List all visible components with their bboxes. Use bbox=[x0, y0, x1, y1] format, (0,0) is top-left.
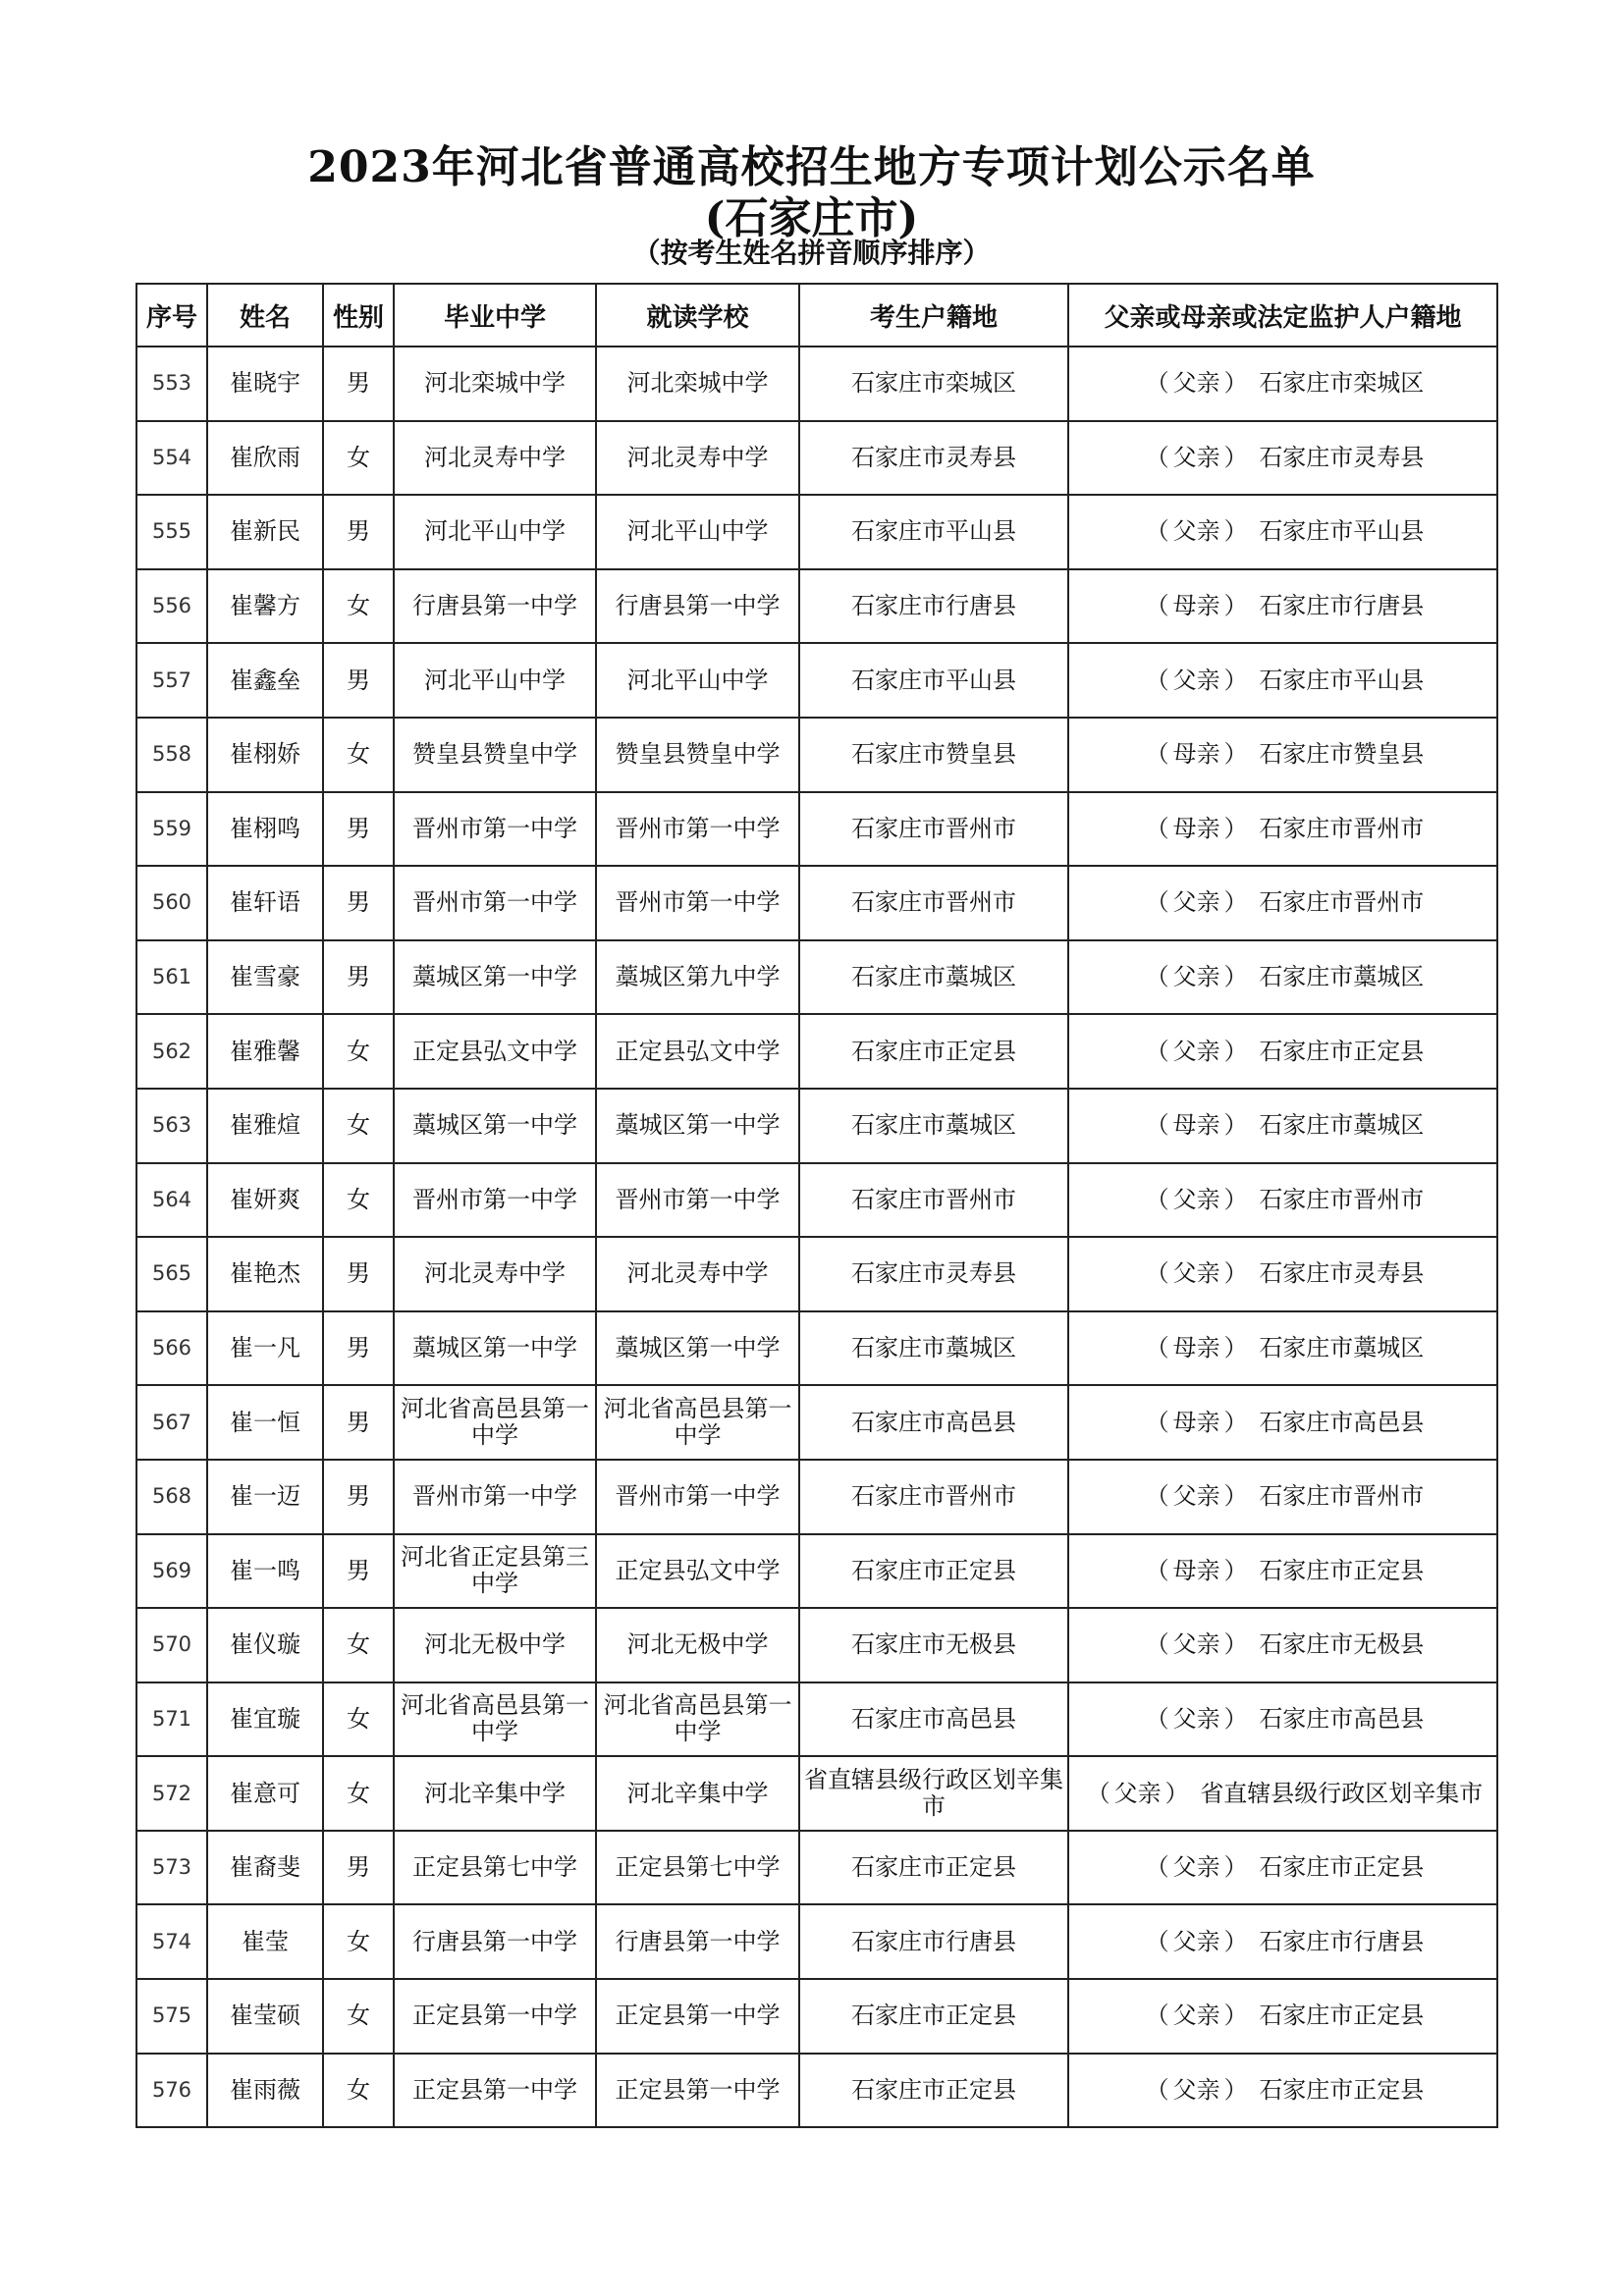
parent-relation: 父亲 bbox=[1172, 1482, 1220, 1511]
parent-residence: 石家庄市晋州市 bbox=[1259, 1482, 1425, 1511]
cell-name: 崔一恒 bbox=[207, 1385, 323, 1460]
cell-student-residence: 省直辖县级行政区划辛集市 bbox=[799, 1756, 1068, 1831]
table-row bbox=[136, 347, 1497, 421]
parent-residence: 石家庄市高邑县 bbox=[1259, 1704, 1425, 1733]
parent-relation: 父亲 bbox=[1172, 443, 1220, 471]
cell-student-residence: 石家庄市行唐县 bbox=[799, 1904, 1068, 1979]
cell-gender: 女 bbox=[323, 1756, 394, 1831]
cell-index: 559 bbox=[136, 792, 207, 867]
cell-parent-residence: （ 父亲 ） 石家庄市行唐县 bbox=[1068, 1904, 1497, 1979]
parent-relation: 父亲 bbox=[1172, 1037, 1220, 1065]
parent-relation: 父亲 bbox=[1172, 369, 1220, 398]
parent-residence: 石家庄市平山县 bbox=[1259, 666, 1425, 694]
cell-name: 崔雅煊 bbox=[207, 1089, 323, 1163]
cell-current-school: 河北灵寿中学 bbox=[596, 1237, 799, 1311]
table-row bbox=[136, 569, 1497, 644]
cell-current-school: 河北栾城中学 bbox=[596, 347, 799, 421]
parent-residence: 石家庄市栾城区 bbox=[1259, 369, 1425, 398]
cell-student-residence: 石家庄市晋州市 bbox=[799, 1460, 1068, 1534]
cell-student-residence: 石家庄市正定县 bbox=[799, 1831, 1068, 1905]
cell-name: 崔雨薇 bbox=[207, 2054, 323, 2128]
cell-parent-residence: （ 父亲 ） 石家庄市正定县 bbox=[1068, 1831, 1497, 1905]
cell-student-residence: 石家庄市灵寿县 bbox=[799, 421, 1068, 496]
cell-parent-residence: （ 父亲 ） 石家庄市平山县 bbox=[1068, 643, 1497, 718]
cell-graduation-school: 晋州市第一中学 bbox=[394, 866, 596, 940]
cell-graduation-school: 行唐县第一中学 bbox=[394, 569, 596, 644]
cell-gender: 女 bbox=[323, 1163, 394, 1238]
cell-student-residence: 石家庄市藁城区 bbox=[799, 940, 1068, 1015]
cell-gender: 男 bbox=[323, 940, 394, 1015]
cell-parent-residence: （ 父亲 ） 石家庄市正定县 bbox=[1068, 1979, 1497, 2054]
cell-index: 561 bbox=[136, 940, 207, 1015]
cell-graduation-school: 河北无极中学 bbox=[394, 1608, 596, 1682]
parent-residence: 石家庄市藁城区 bbox=[1259, 1111, 1425, 1140]
cell-index: 567 bbox=[136, 1385, 207, 1460]
cell-student-residence: 石家庄市平山县 bbox=[799, 643, 1068, 718]
cell-student-residence: 石家庄市栾城区 bbox=[799, 347, 1068, 421]
cell-graduation-school: 赞皇县赞皇中学 bbox=[394, 718, 596, 792]
cell-student-residence: 石家庄市晋州市 bbox=[799, 866, 1068, 940]
cell-student-residence: 石家庄市高邑县 bbox=[799, 1682, 1068, 1757]
cell-index: 576 bbox=[136, 2054, 207, 2128]
parent-residence: 石家庄市藁城区 bbox=[1259, 1334, 1425, 1362]
parent-relation: 父亲 bbox=[1172, 2002, 1220, 2030]
table-row bbox=[136, 421, 1497, 496]
cell-index: 570 bbox=[136, 1608, 207, 1682]
cell-index: 564 bbox=[136, 1163, 207, 1238]
header-parent-residence: 父亲或母亲或法定监护人户籍地 bbox=[1068, 284, 1497, 347]
cell-index: 575 bbox=[136, 1979, 207, 2054]
cell-gender: 女 bbox=[323, 421, 394, 496]
cell-index: 565 bbox=[136, 1237, 207, 1311]
cell-name: 崔栩娇 bbox=[207, 718, 323, 792]
cell-student-residence: 石家庄市行唐县 bbox=[799, 569, 1068, 644]
parent-residence: 石家庄市无极县 bbox=[1259, 1630, 1425, 1659]
cell-index: 560 bbox=[136, 866, 207, 940]
cell-index: 558 bbox=[136, 718, 207, 792]
cell-current-school: 河北平山中学 bbox=[596, 495, 799, 569]
parent-relation: 母亲 bbox=[1172, 1111, 1220, 1140]
parent-relation: 父亲 bbox=[1172, 1185, 1220, 1213]
cell-graduation-school: 河北平山中学 bbox=[394, 495, 596, 569]
table-row bbox=[136, 1385, 1497, 1460]
cell-student-residence: 石家庄市正定县 bbox=[799, 1534, 1068, 1609]
parent-residence: 省直辖县级行政区划辛集市 bbox=[1200, 1779, 1484, 1807]
cell-index: 556 bbox=[136, 569, 207, 644]
cell-name: 崔莹硕 bbox=[207, 1979, 323, 2054]
table-row bbox=[136, 2054, 1497, 2128]
cell-current-school: 河北省高邑县第一中学 bbox=[596, 1682, 799, 1757]
cell-current-school: 藁城区第九中学 bbox=[596, 940, 799, 1015]
parent-residence: 石家庄市晋州市 bbox=[1259, 888, 1425, 917]
table-row bbox=[136, 643, 1497, 718]
cell-graduation-school: 藁城区第一中学 bbox=[394, 940, 596, 1015]
cell-graduation-school: 河北省高邑县第一中学 bbox=[394, 1682, 596, 1757]
cell-parent-residence: （ 母亲 ） 石家庄市晋州市 bbox=[1068, 792, 1497, 867]
cell-current-school: 晋州市第一中学 bbox=[596, 1460, 799, 1534]
cell-graduation-school: 河北省高邑县第一中学 bbox=[394, 1385, 596, 1460]
cell-index: 574 bbox=[136, 1904, 207, 1979]
cell-gender: 女 bbox=[323, 718, 394, 792]
cell-graduation-school: 藁城区第一中学 bbox=[394, 1311, 596, 1386]
cell-graduation-school: 正定县第七中学 bbox=[394, 1831, 596, 1905]
cell-graduation-school: 河北平山中学 bbox=[394, 643, 596, 718]
cell-gender: 男 bbox=[323, 1311, 394, 1386]
cell-current-school: 正定县第七中学 bbox=[596, 1831, 799, 1905]
cell-name: 崔仪璇 bbox=[207, 1608, 323, 1682]
cell-parent-residence: （ 父亲 ） 石家庄市晋州市 bbox=[1068, 866, 1497, 940]
table-row bbox=[136, 1534, 1497, 1609]
parent-relation: 母亲 bbox=[1172, 1408, 1220, 1436]
parent-residence: 石家庄市行唐县 bbox=[1259, 592, 1425, 620]
cell-current-school: 正定县第一中学 bbox=[596, 2054, 799, 2128]
parent-relation: 父亲 bbox=[1113, 1779, 1162, 1807]
table-row bbox=[136, 866, 1497, 940]
cell-name: 崔宜璇 bbox=[207, 1682, 323, 1757]
cell-parent-residence: （ 母亲 ） 石家庄市藁城区 bbox=[1068, 1311, 1497, 1386]
parent-relation: 母亲 bbox=[1172, 1556, 1220, 1584]
parent-relation: 父亲 bbox=[1172, 1927, 1220, 1955]
cell-current-school: 晋州市第一中学 bbox=[596, 1163, 799, 1238]
table-row bbox=[136, 1460, 1497, 1534]
cell-current-school: 正定县第一中学 bbox=[596, 1979, 799, 2054]
parent-residence: 石家庄市藁城区 bbox=[1259, 963, 1425, 991]
cell-current-school: 行唐县第一中学 bbox=[596, 569, 799, 644]
cell-student-residence: 石家庄市无极县 bbox=[799, 1608, 1068, 1682]
cell-name: 崔雪豪 bbox=[207, 940, 323, 1015]
cell-parent-residence: （ 父亲 ） 石家庄市灵寿县 bbox=[1068, 421, 1497, 496]
cell-name: 崔莹 bbox=[207, 1904, 323, 1979]
cell-parent-residence: （ 父亲 ） 石家庄市藁城区 bbox=[1068, 940, 1497, 1015]
cell-index: 569 bbox=[136, 1534, 207, 1609]
cell-index: 555 bbox=[136, 495, 207, 569]
parent-residence: 石家庄市正定县 bbox=[1259, 2075, 1425, 2104]
parent-residence: 石家庄市正定县 bbox=[1259, 2002, 1425, 2030]
parent-relation: 父亲 bbox=[1172, 963, 1220, 991]
cell-index: 562 bbox=[136, 1014, 207, 1089]
cell-name: 崔晓宇 bbox=[207, 347, 323, 421]
table-row bbox=[136, 718, 1497, 792]
header-graduation-school: 毕业中学 bbox=[394, 284, 596, 347]
cell-graduation-school: 正定县第一中学 bbox=[394, 2054, 596, 2128]
cell-parent-residence: （ 母亲 ） 石家庄市高邑县 bbox=[1068, 1385, 1497, 1460]
cell-gender: 女 bbox=[323, 1014, 394, 1089]
cell-student-residence: 石家庄市正定县 bbox=[799, 1979, 1068, 2054]
header-gender: 性别 bbox=[323, 284, 394, 347]
cell-parent-residence: （ 父亲 ） 省直辖县级行政区划辛集市 bbox=[1068, 1756, 1497, 1831]
cell-current-school: 河北平山中学 bbox=[596, 643, 799, 718]
cell-student-residence: 石家庄市晋州市 bbox=[799, 792, 1068, 867]
table-row bbox=[136, 1311, 1497, 1386]
cell-gender: 男 bbox=[323, 1460, 394, 1534]
table-row bbox=[136, 792, 1497, 867]
parent-residence: 石家庄市正定县 bbox=[1259, 1556, 1425, 1584]
cell-gender: 男 bbox=[323, 1831, 394, 1905]
parent-residence: 石家庄市灵寿县 bbox=[1259, 1259, 1425, 1288]
header-name: 姓名 bbox=[207, 284, 323, 347]
cell-gender: 男 bbox=[323, 1534, 394, 1609]
cell-index: 568 bbox=[136, 1460, 207, 1534]
page-subtitle-sort-note: （按考生姓名拼音顺序排序） bbox=[632, 237, 991, 269]
cell-parent-residence: （ 父亲 ） 石家庄市晋州市 bbox=[1068, 1163, 1497, 1238]
cell-graduation-school: 行唐县第一中学 bbox=[394, 1904, 596, 1979]
cell-gender: 男 bbox=[323, 495, 394, 569]
cell-graduation-school: 晋州市第一中学 bbox=[394, 1460, 596, 1534]
cell-current-school: 行唐县第一中学 bbox=[596, 1904, 799, 1979]
page-subtitle-city: (石家庄市) bbox=[704, 193, 919, 243]
cell-name: 崔意可 bbox=[207, 1756, 323, 1831]
cell-gender: 女 bbox=[323, 1608, 394, 1682]
cell-parent-residence: （ 父亲 ） 石家庄市正定县 bbox=[1068, 1014, 1497, 1089]
table-row bbox=[136, 1163, 1497, 1238]
admission-list-table bbox=[135, 283, 1498, 2128]
cell-name: 崔妍爽 bbox=[207, 1163, 323, 1238]
cell-graduation-school: 河北省正定县第三中学 bbox=[394, 1534, 596, 1609]
page-title: 2023年河北省普通高校招生地方专项计划公示名单 bbox=[307, 142, 1316, 192]
cell-student-residence: 石家庄市藁城区 bbox=[799, 1089, 1068, 1163]
table-row bbox=[136, 1608, 1497, 1682]
cell-index: 553 bbox=[136, 347, 207, 421]
cell-parent-residence: （ 父亲 ） 石家庄市灵寿县 bbox=[1068, 1237, 1497, 1311]
parent-residence: 石家庄市行唐县 bbox=[1259, 1927, 1425, 1955]
cell-current-school: 藁城区第一中学 bbox=[596, 1311, 799, 1386]
cell-current-school: 赞皇县赞皇中学 bbox=[596, 718, 799, 792]
parent-residence: 石家庄市灵寿县 bbox=[1259, 443, 1425, 471]
table-row bbox=[136, 1904, 1497, 1979]
parent-relation: 母亲 bbox=[1172, 1334, 1220, 1362]
cell-parent-residence: （ 父亲 ） 石家庄市无极县 bbox=[1068, 1608, 1497, 1682]
cell-index: 554 bbox=[136, 421, 207, 496]
table-row bbox=[136, 1979, 1497, 2054]
cell-student-residence: 石家庄市藁城区 bbox=[799, 1311, 1068, 1386]
parent-residence: 石家庄市高邑县 bbox=[1259, 1408, 1425, 1436]
cell-name: 崔裔斐 bbox=[207, 1831, 323, 1905]
cell-name: 崔一凡 bbox=[207, 1311, 323, 1386]
cell-index: 572 bbox=[136, 1756, 207, 1831]
cell-student-residence: 石家庄市灵寿县 bbox=[799, 1237, 1068, 1311]
cell-current-school: 正定县弘文中学 bbox=[596, 1014, 799, 1089]
cell-current-school: 河北灵寿中学 bbox=[596, 421, 799, 496]
cell-student-residence: 石家庄市正定县 bbox=[799, 2054, 1068, 2128]
cell-index: 557 bbox=[136, 643, 207, 718]
table-row bbox=[136, 1014, 1497, 1089]
cell-name: 崔馨方 bbox=[207, 569, 323, 644]
cell-gender: 女 bbox=[323, 569, 394, 644]
table-row bbox=[136, 1089, 1497, 1163]
cell-gender: 男 bbox=[323, 643, 394, 718]
cell-parent-residence: （ 母亲 ） 石家庄市行唐县 bbox=[1068, 569, 1497, 644]
parent-relation: 父亲 bbox=[1172, 2075, 1220, 2104]
cell-name: 崔轩语 bbox=[207, 866, 323, 940]
cell-current-school: 河北辛集中学 bbox=[596, 1756, 799, 1831]
cell-graduation-school: 河北灵寿中学 bbox=[394, 421, 596, 496]
cell-gender: 女 bbox=[323, 1979, 394, 2054]
cell-current-school: 晋州市第一中学 bbox=[596, 866, 799, 940]
cell-name: 崔欣雨 bbox=[207, 421, 323, 496]
cell-parent-residence: （ 父亲 ） 石家庄市正定县 bbox=[1068, 2054, 1497, 2128]
table-row bbox=[136, 1682, 1497, 1757]
cell-name: 崔一迈 bbox=[207, 1460, 323, 1534]
cell-parent-residence: （ 母亲 ） 石家庄市赞皇县 bbox=[1068, 718, 1497, 792]
parent-residence: 石家庄市平山县 bbox=[1259, 517, 1425, 546]
cell-name: 崔雅馨 bbox=[207, 1014, 323, 1089]
cell-student-residence: 石家庄市高邑县 bbox=[799, 1385, 1068, 1460]
parent-residence: 石家庄市晋州市 bbox=[1259, 1185, 1425, 1213]
parent-relation: 父亲 bbox=[1172, 1704, 1220, 1733]
parent-residence: 石家庄市正定县 bbox=[1259, 1853, 1425, 1882]
cell-gender: 女 bbox=[323, 1682, 394, 1757]
cell-graduation-school: 正定县弘文中学 bbox=[394, 1014, 596, 1089]
cell-student-residence: 石家庄市平山县 bbox=[799, 495, 1068, 569]
cell-student-residence: 石家庄市赞皇县 bbox=[799, 718, 1068, 792]
cell-parent-residence: （ 父亲 ） 石家庄市栾城区 bbox=[1068, 347, 1497, 421]
parent-relation: 父亲 bbox=[1172, 666, 1220, 694]
table-body bbox=[136, 347, 1497, 2127]
cell-graduation-school: 藁城区第一中学 bbox=[394, 1089, 596, 1163]
cell-current-school: 晋州市第一中学 bbox=[596, 792, 799, 867]
cell-name: 崔新民 bbox=[207, 495, 323, 569]
parent-residence: 石家庄市晋州市 bbox=[1259, 814, 1425, 842]
cell-index: 571 bbox=[136, 1682, 207, 1757]
cell-parent-residence: （ 父亲 ） 石家庄市晋州市 bbox=[1068, 1460, 1497, 1534]
parent-relation: 父亲 bbox=[1172, 888, 1220, 917]
parent-relation: 母亲 bbox=[1172, 592, 1220, 620]
table-header-row bbox=[136, 284, 1497, 347]
parent-residence: 石家庄市赞皇县 bbox=[1259, 740, 1425, 769]
parent-relation: 母亲 bbox=[1172, 814, 1220, 842]
parent-relation: 母亲 bbox=[1172, 740, 1220, 769]
cell-name: 崔艳杰 bbox=[207, 1237, 323, 1311]
cell-name: 崔一鸣 bbox=[207, 1534, 323, 1609]
header-student-residence: 考生户籍地 bbox=[799, 284, 1068, 347]
cell-graduation-school: 晋州市第一中学 bbox=[394, 792, 596, 867]
cell-gender: 男 bbox=[323, 347, 394, 421]
cell-parent-residence: （ 母亲 ） 石家庄市正定县 bbox=[1068, 1534, 1497, 1609]
cell-current-school: 河北省高邑县第一中学 bbox=[596, 1385, 799, 1460]
cell-graduation-school: 晋州市第一中学 bbox=[394, 1163, 596, 1238]
parent-relation: 父亲 bbox=[1172, 1630, 1220, 1659]
cell-current-school: 河北无极中学 bbox=[596, 1608, 799, 1682]
table-row bbox=[136, 1756, 1497, 1831]
cell-index: 573 bbox=[136, 1831, 207, 1905]
cell-name: 崔鑫垒 bbox=[207, 643, 323, 718]
table-row bbox=[136, 1831, 1497, 1905]
cell-gender: 男 bbox=[323, 1237, 394, 1311]
parent-relation: 父亲 bbox=[1172, 1259, 1220, 1288]
cell-parent-residence: （ 母亲 ） 石家庄市藁城区 bbox=[1068, 1089, 1497, 1163]
cell-current-school: 藁城区第一中学 bbox=[596, 1089, 799, 1163]
cell-gender: 男 bbox=[323, 1385, 394, 1460]
cell-gender: 女 bbox=[323, 1089, 394, 1163]
cell-gender: 女 bbox=[323, 1904, 394, 1979]
cell-current-school: 正定县弘文中学 bbox=[596, 1534, 799, 1609]
cell-parent-residence: （ 父亲 ） 石家庄市高邑县 bbox=[1068, 1682, 1497, 1757]
header-current-school: 就读学校 bbox=[596, 284, 799, 347]
table-row bbox=[136, 1237, 1497, 1311]
cell-student-residence: 石家庄市晋州市 bbox=[799, 1163, 1068, 1238]
cell-index: 563 bbox=[136, 1089, 207, 1163]
cell-name: 崔栩鸣 bbox=[207, 792, 323, 867]
header-index: 序号 bbox=[136, 284, 207, 347]
cell-index: 566 bbox=[136, 1311, 207, 1386]
cell-gender: 男 bbox=[323, 866, 394, 940]
parent-residence: 石家庄市正定县 bbox=[1259, 1037, 1425, 1065]
cell-graduation-school: 河北栾城中学 bbox=[394, 347, 596, 421]
cell-graduation-school: 河北灵寿中学 bbox=[394, 1237, 596, 1311]
parent-relation: 父亲 bbox=[1172, 1853, 1220, 1882]
cell-graduation-school: 正定县第一中学 bbox=[394, 1979, 596, 2054]
cell-graduation-school: 河北辛集中学 bbox=[394, 1756, 596, 1831]
parent-relation: 父亲 bbox=[1172, 517, 1220, 546]
cell-gender: 女 bbox=[323, 2054, 394, 2128]
cell-gender: 男 bbox=[323, 792, 394, 867]
table-row bbox=[136, 940, 1497, 1015]
table-row bbox=[136, 495, 1497, 569]
cell-student-residence: 石家庄市正定县 bbox=[799, 1014, 1068, 1089]
cell-parent-residence: （ 父亲 ） 石家庄市平山县 bbox=[1068, 495, 1497, 569]
